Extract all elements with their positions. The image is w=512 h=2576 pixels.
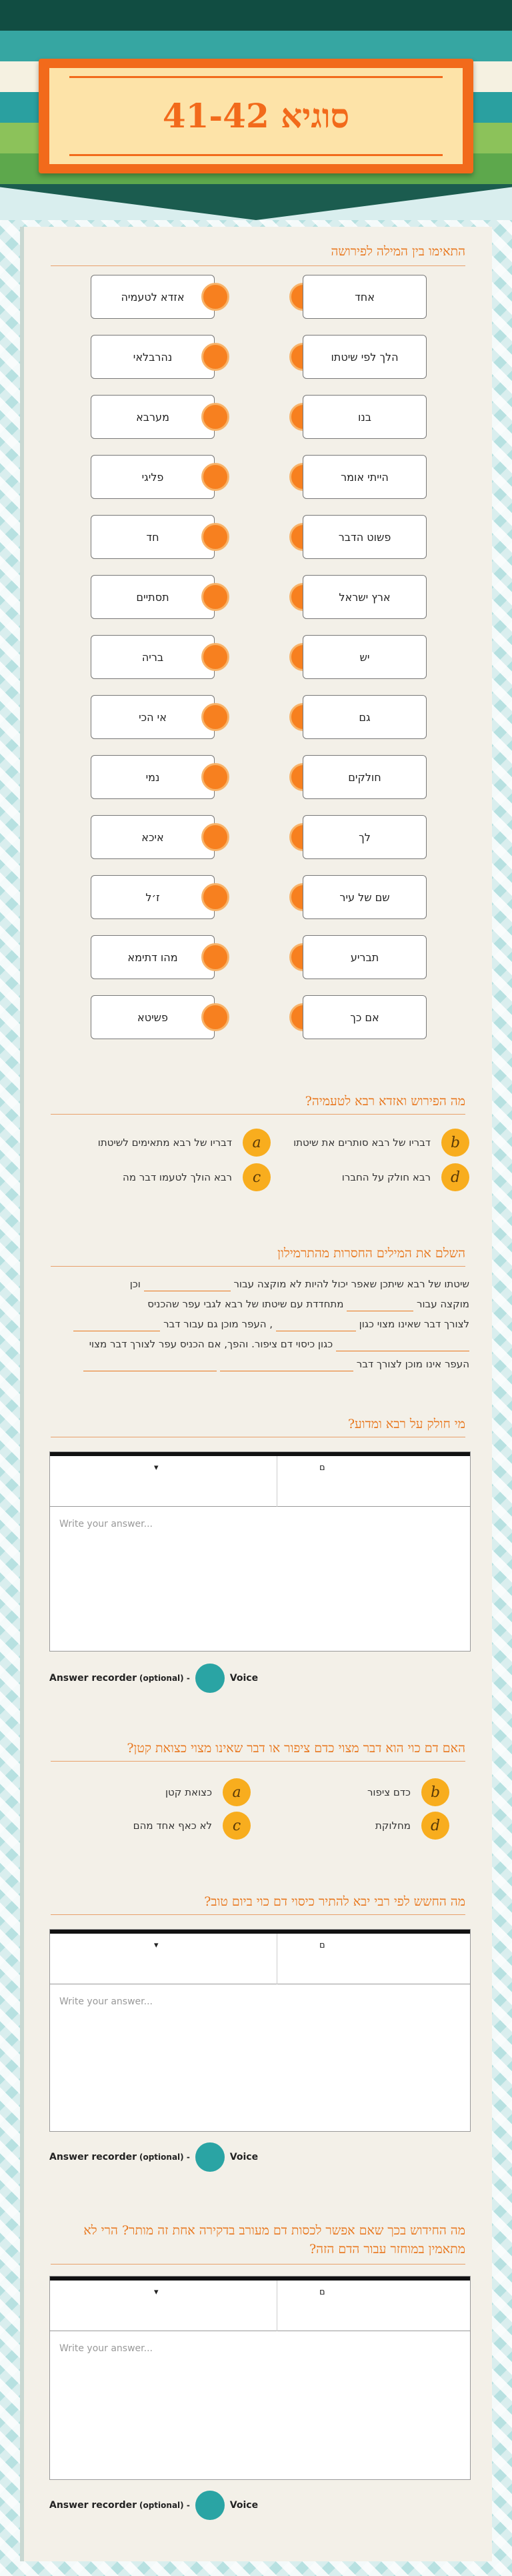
matching-row xyxy=(24,335,496,382)
match-definition-card[interactable]: אם כך xyxy=(303,995,427,1039)
recorder-optional: (optional) - xyxy=(139,2501,190,2510)
fill-line xyxy=(51,1334,469,1354)
match-term-card[interactable]: מהו דתימא xyxy=(91,935,215,979)
table-header xyxy=(50,2281,470,2331)
section-divider xyxy=(51,1114,465,1115)
matching-row xyxy=(24,815,496,862)
match-term-card[interactable]: נהרבלאי xyxy=(91,335,215,379)
q2-answer-box[interactable] xyxy=(49,1929,471,2132)
option-letter-badge: b xyxy=(441,1129,469,1157)
match-definition-card[interactable]: תבריע xyxy=(303,935,427,979)
section-divider xyxy=(51,2264,465,2265)
matching-row xyxy=(24,695,496,742)
table-header xyxy=(50,1934,470,1984)
match-connector-dot[interactable] xyxy=(201,523,229,551)
option-text: רבא חולק על החברו xyxy=(341,1171,431,1183)
match-definition-card[interactable]: אחד xyxy=(303,275,427,319)
voice-label: Voice xyxy=(229,1673,259,1684)
q3-recorder xyxy=(49,2491,258,2520)
q3-answer-box[interactable] xyxy=(49,2276,471,2480)
match-connector-dot[interactable] xyxy=(201,703,229,731)
banner-line xyxy=(69,154,443,156)
match-term-card[interactable]: פשיטא xyxy=(91,995,215,1039)
page-title: סוגיא 41-42 xyxy=(162,96,350,135)
match-term-card[interactable]: חד xyxy=(91,515,215,559)
table-header xyxy=(50,1456,470,1507)
fill-line xyxy=(51,1314,469,1334)
fill-text: העפר אינו מוכן לצורך דבר xyxy=(356,1358,469,1370)
fill-line xyxy=(51,1354,469,1374)
fill-blank[interactable] xyxy=(83,1358,217,1371)
matching-row xyxy=(24,635,496,682)
matching-row xyxy=(24,575,496,622)
q2-recorder xyxy=(49,2142,258,2172)
option-text: מחלוקת xyxy=(375,1820,411,1832)
option-letter-badge: c xyxy=(223,1812,251,1840)
match-connector-dot[interactable] xyxy=(201,1003,229,1031)
option-text: כדם ציפור xyxy=(367,1786,411,1798)
match-connector-dot[interactable] xyxy=(201,403,229,431)
fill-blank[interactable] xyxy=(73,1318,160,1331)
section-divider xyxy=(51,1914,465,1915)
option-letter-badge: d xyxy=(421,1812,449,1840)
header-stripe xyxy=(0,31,512,61)
option-letter-badge: c xyxy=(243,1163,271,1191)
match-term-card[interactable]: ז׳ל xyxy=(91,875,215,919)
match-definition-card[interactable]: ארץ ישראל xyxy=(303,575,427,619)
matching-row xyxy=(24,455,496,502)
fill-line xyxy=(51,1294,469,1314)
match-connector-dot[interactable] xyxy=(201,883,229,911)
match-definition-card[interactable]: פשוט הדבר xyxy=(303,515,427,559)
dropdown-arrow-icon[interactable]: ▾ xyxy=(154,1940,159,1950)
mc1-question: מה הפירוש ואזדא רבא לטעמיה? xyxy=(305,1094,465,1109)
voice-label: Voice xyxy=(229,2152,259,2162)
voice-record-button[interactable] xyxy=(195,2491,225,2520)
match-connector-dot[interactable] xyxy=(201,283,229,311)
mc1-option-a[interactable] xyxy=(71,1129,271,1157)
column-header: ם xyxy=(319,1940,325,1950)
section-divider xyxy=(51,1266,465,1267)
option-letter-badge: b xyxy=(421,1778,449,1806)
q3-question: מה החידוש בכך שאם אפשר לכסות דם מעורב בדקירה אחת זה מותר? הרי לא מתאמין במוחזר עבור הדם הזה? xyxy=(83,2223,465,2257)
fill-text: מוקצה עבור xyxy=(417,1298,469,1310)
matching-row xyxy=(24,275,496,321)
option-text: רבא הולך לטעמו דבר מה xyxy=(123,1171,232,1183)
matching-title: התאימו בין המילה לפירושה xyxy=(331,244,465,259)
title-banner-inner xyxy=(49,68,463,164)
q1-recorder xyxy=(49,1664,258,1693)
worksheet-panel xyxy=(20,227,492,2561)
match-term-card[interactable]: פליגי xyxy=(91,455,215,499)
recorder-label: Answer recorder xyxy=(49,1673,137,1684)
dropdown-arrow-icon[interactable]: ▾ xyxy=(154,2287,159,2297)
match-term-card[interactable]: תסתיים xyxy=(91,575,215,619)
q1-question: מי חולק על רבא ומדוע? xyxy=(347,1417,465,1431)
match-term-card[interactable]: נמי xyxy=(91,755,215,799)
match-connector-dot[interactable] xyxy=(201,763,229,791)
matching-row xyxy=(24,995,496,1042)
option-letter-badge: a xyxy=(223,1778,251,1806)
match-term-card[interactable]: מערבא xyxy=(91,395,215,439)
fill-text: שיטתו של רבא שיתכן שאפר יכול להיות לא מוקצה עבור xyxy=(233,1278,469,1290)
fill-text: , העפר מוכן גם עבור דבר xyxy=(163,1318,273,1330)
match-term-card[interactable]: בריה xyxy=(91,635,215,679)
banner-line xyxy=(69,76,443,78)
q1-answer-box[interactable] xyxy=(49,1451,471,1652)
option-text: דבריו של רבא מתאימים לשיטתו xyxy=(97,1137,232,1149)
section-divider xyxy=(51,1761,465,1762)
mc2-option-c[interactable] xyxy=(51,1812,251,1840)
voice-label: Voice xyxy=(229,2500,259,2511)
matching-row xyxy=(24,755,496,802)
match-definition-card[interactable]: לך xyxy=(303,815,427,859)
header-banner-area xyxy=(0,0,512,220)
mc2-question: האם דם כוי הוא דבר מצוי כדם ציפור או דבר שאינו מצוי כצואת קטן? xyxy=(127,1741,465,1756)
matching-row xyxy=(24,875,496,922)
matching-row xyxy=(24,935,496,982)
column-header: ם xyxy=(319,2287,325,2297)
match-connector-dot[interactable] xyxy=(201,583,229,611)
option-text: כצואת קטן xyxy=(165,1786,212,1798)
match-definition-card[interactable]: יש xyxy=(303,635,427,679)
recorder-optional: (optional) - xyxy=(139,1674,190,1683)
matching-row xyxy=(24,515,496,562)
match-term-card[interactable]: אי הכי xyxy=(91,695,215,739)
column-header: ם xyxy=(319,1463,325,1473)
fill-blank[interactable] xyxy=(220,1358,353,1371)
fill-title: השלם את המילים החסרות מהתרמילון xyxy=(277,1246,465,1261)
option-letter-badge: a xyxy=(243,1129,271,1157)
match-term-card[interactable]: אזדא לטעמיה xyxy=(91,275,215,319)
answer-placeholder[interactable]: Write your answer... xyxy=(59,1519,153,1529)
fill-paragraph xyxy=(51,1274,469,1374)
fill-blank[interactable] xyxy=(144,1278,231,1291)
fill-blank[interactable] xyxy=(276,1318,356,1331)
mc2-option-b[interactable] xyxy=(249,1778,449,1806)
voice-record-button[interactable] xyxy=(195,2142,225,2172)
match-definition-card[interactable]: חולקים xyxy=(303,755,427,799)
match-connector-dot[interactable] xyxy=(201,643,229,671)
fill-text: לצורך דבר שאינו מצוי כגון xyxy=(359,1318,469,1330)
match-definition-card[interactable]: הייתי אומר xyxy=(303,455,427,499)
fill-blank[interactable] xyxy=(347,1298,413,1311)
answer-placeholder[interactable]: Write your answer... xyxy=(59,1996,153,2007)
match-definition-card[interactable]: בנו xyxy=(303,395,427,439)
recorder-label: Answer recorder xyxy=(49,2152,137,2162)
option-text: לא כאף אחד מהם xyxy=(133,1820,212,1832)
voice-record-button[interactable] xyxy=(195,1664,225,1693)
q2-question: מה החשש לפי רבי יבא להתיר כיסוי דם כוי ביום טוב? xyxy=(204,1894,465,1909)
title-banner xyxy=(39,59,473,173)
option-text: דבריו של רבא סותרים את שיטתו xyxy=(293,1137,431,1149)
fill-text: מתחדדת עם שיטתו של רבא לגבי עפר שהכניס xyxy=(147,1298,344,1310)
option-letter-badge: d xyxy=(441,1163,469,1191)
header-stripe xyxy=(0,0,512,31)
match-term-card[interactable]: איכא xyxy=(91,815,215,859)
match-definition-card[interactable]: גם xyxy=(303,695,427,739)
fill-text: וכן xyxy=(129,1278,141,1290)
recorder-optional: (optional) - xyxy=(139,2152,190,2162)
match-connector-dot[interactable] xyxy=(201,463,229,491)
match-connector-dot[interactable] xyxy=(201,943,229,971)
recorder-label: Answer recorder xyxy=(49,2500,137,2511)
mc2-option-a[interactable] xyxy=(51,1778,251,1806)
match-connector-dot[interactable] xyxy=(201,823,229,851)
mc1-option-c[interactable] xyxy=(71,1163,271,1191)
dropdown-arrow-icon[interactable]: ▾ xyxy=(154,1463,159,1473)
mc2-option-d[interactable] xyxy=(249,1812,449,1840)
mc1-option-d[interactable] xyxy=(269,1163,469,1191)
section-divider xyxy=(51,265,465,266)
fill-line xyxy=(51,1274,469,1294)
match-connector-dot[interactable] xyxy=(201,343,229,371)
fill-blank[interactable] xyxy=(336,1338,469,1351)
match-definition-card[interactable]: הלך לפי שיטתו xyxy=(303,335,427,379)
fill-text: כגון כיסוי דם ציפור. והפך, אם הכניס עפר לצורך דבר מצוי xyxy=(89,1338,333,1350)
match-definition-card[interactable]: שם של עיר xyxy=(303,875,427,919)
mc1-option-b[interactable] xyxy=(269,1129,469,1157)
answer-placeholder[interactable]: Write your answer... xyxy=(59,2343,153,2354)
matching-row xyxy=(24,395,496,442)
